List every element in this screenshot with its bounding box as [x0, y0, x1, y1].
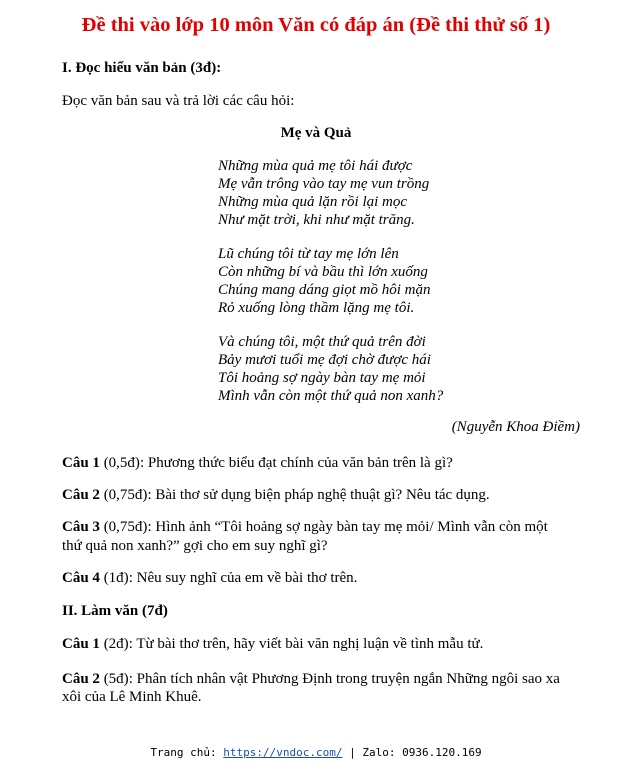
question-label: Câu 2	[62, 487, 100, 503]
question-label: Câu 1	[62, 455, 100, 471]
section1-heading: I. Đọc hiểu văn bản (3đ):	[62, 60, 222, 76]
question-text: : Hình ảnh “Tôi hoảng sợ ngày bàn tay mẹ mỏi/ Mình vẫn còn một	[147, 519, 548, 535]
question-points: (1đ)	[99, 570, 129, 586]
question-text: : Nêu suy nghĩ của em về bài thơ trên.	[128, 570, 358, 586]
question-item	[62, 671, 560, 688]
poem-line: Và chúng tôi, một thứ quả trên đời	[218, 334, 426, 350]
question-points: (0,75đ)	[99, 487, 148, 503]
section2-heading: II. Làm văn (7đ)	[62, 603, 168, 619]
page-title: Đề thi vào lớp 10 môn Văn có đáp án (Đề thi thử số 1)	[81, 14, 551, 36]
page-footer	[0, 746, 632, 759]
question-label: Câu 2	[62, 671, 100, 687]
question-points: (5đ)	[99, 671, 129, 687]
question-text: : Từ bài thơ trên, hãy viết bài văn nghị luận về tình mẫu tử.	[128, 636, 484, 652]
question-points: (2đ)	[99, 636, 129, 652]
poem-line: Lũ chúng tôi từ tay mẹ lớn lên	[218, 246, 399, 262]
poem-line: Những mùa quả lặn rồi lại mọc	[218, 194, 408, 210]
poem-title: Mẹ và Quả	[280, 125, 352, 141]
poem-line: Như mặt trời, khi như mặt trăng.	[218, 212, 415, 228]
poem-line: Còn những bí và bầu thì lớn xuống	[218, 264, 428, 280]
question-text-continued: thứ quả non xanh?” gợi cho em suy nghĩ gì?	[62, 538, 328, 554]
question-item	[62, 570, 357, 587]
footer-home-link[interactable]: https://vndoc.com/	[223, 746, 343, 759]
poem-line: Mình vẫn còn một thứ quả non xanh?	[218, 388, 444, 404]
poem-line: Bảy mươi tuổi mẹ đợi chờ được hái	[218, 352, 431, 368]
question-text-continued: xôi của Lê Minh Khuê.	[62, 689, 202, 705]
poem-line: Những mùa quả mẹ tôi hái được	[218, 158, 413, 174]
poem-author: (Nguyễn Khoa Điềm)	[451, 419, 580, 435]
section1-instruction: Đọc văn bản sau và trả lời các câu hỏi:	[62, 93, 295, 109]
question-text: : Phương thức biểu đạt chính của văn bản trên là gì?	[139, 455, 453, 471]
question-item	[62, 636, 483, 653]
question-text: : Phân tích nhân vật Phương Định trong truyện ngắn Những ngôi sao xa	[128, 671, 560, 687]
footer-home-label: Trang chủ:	[150, 746, 224, 759]
question-points: (0,5đ)	[99, 455, 140, 471]
poem-line: Mẹ vẫn trông vào tay mẹ vun trồng	[218, 176, 430, 192]
question-label: Câu 3	[62, 519, 100, 535]
question-item	[62, 519, 548, 536]
question-label: Câu 1	[62, 636, 100, 652]
footer-zalo: Zalo: 0936.120.169	[362, 746, 482, 759]
question-label: Câu 4	[62, 570, 100, 586]
footer-separator: |	[342, 746, 363, 759]
question-item	[62, 487, 490, 504]
question-item	[62, 455, 453, 472]
question-text: : Bài thơ sử dụng biện pháp nghệ thuật gì? Nêu tác dụng.	[147, 487, 490, 503]
poem-line: Rỏ xuống lòng thầm lặng mẹ tôi.	[218, 300, 415, 316]
poem-line: Tôi hoảng sợ ngày bàn tay mẹ mỏi	[218, 370, 426, 386]
poem-line: Chúng mang dáng giọt mồ hôi mặn	[218, 282, 431, 298]
question-points: (0,75đ)	[99, 519, 148, 535]
